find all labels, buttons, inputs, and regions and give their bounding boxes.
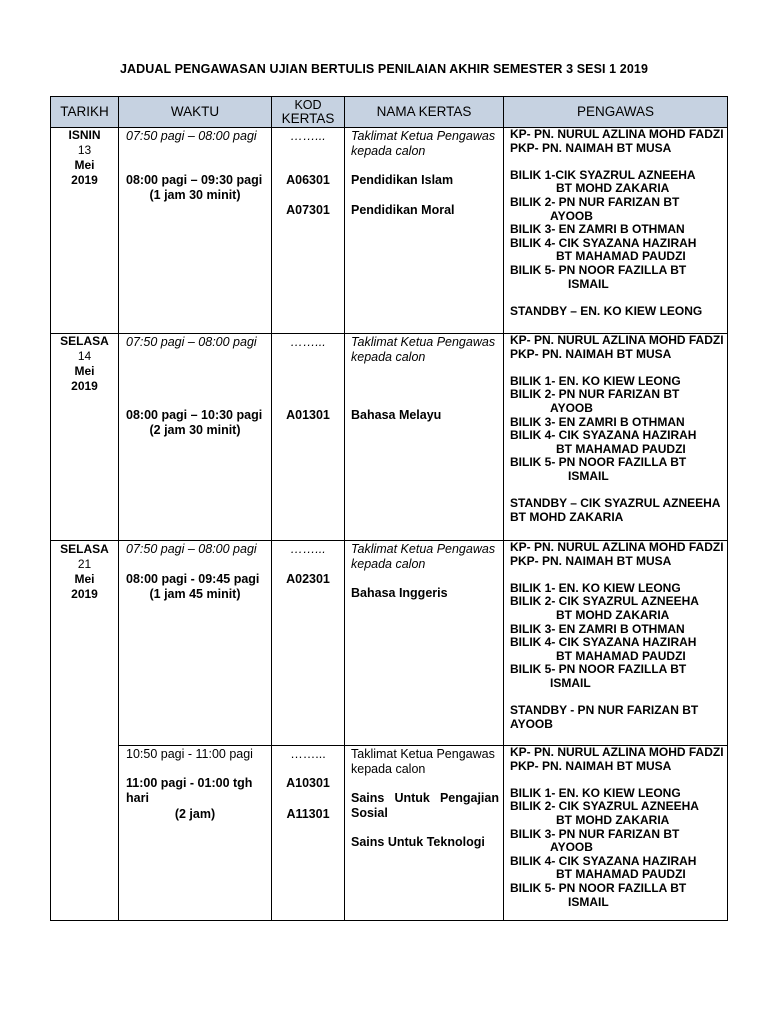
date-dd: 14 [77,349,92,363]
pengawas-line: BILIK 2- CIK SYAZRUL AZNEEHA [510,594,699,609]
pengawas-line: BILIK 5- PN NOOR FAZILLA BT [510,880,687,895]
pengawas-line: BILIK 1- EN. KO KIEW LEONG [510,785,681,800]
pengawas-line: STANDBY – CIK SYAZRUL AZNEEHA [510,496,721,511]
briefing-code: ……... [290,747,326,761]
date-dd: 21 [77,557,92,571]
pengawas-line: STANDBY - PN NUR FARIZAN BT [510,703,699,718]
pengawas-line: ISMAIL [568,276,609,291]
kod-cell [272,334,345,541]
date-month: Mei [74,158,95,172]
header-waktu: WAKTU [119,97,272,128]
table-row [51,128,728,334]
waktu-cell [119,541,272,746]
header-kod-line2: KERTAS [281,110,335,126]
briefing-code: ……... [290,335,326,349]
pengawas-line: AYOOB [550,400,593,415]
header-row [51,97,728,128]
pengawas-line: PKP- PN. NAIMAH BT MUSA [510,553,672,568]
waktu-cell [119,334,272,541]
pengawas-line: BILIK 3- EN ZAMRI B OTHMAN [510,222,685,237]
waktu-cell [119,128,272,334]
pengawas-line: BT MOHD ZAKARIA [556,181,670,196]
waktu-cell [119,746,272,921]
pengawas-line: BILIK 3- EN ZAMRI B OTHMAN [510,621,685,636]
date-month: Mei [74,364,95,378]
briefing-name-2: kepada calon [351,350,426,364]
briefing-name: Taklimat Ketua Pengawas [351,747,495,761]
header-kod-kertas [272,97,345,128]
date-year: 2019 [71,173,98,187]
pengawas-line: AYOOB [510,716,553,731]
pengawas-line: STANDBY – EN. KO KIEW LEONG [510,303,703,318]
pengawas-line: BILIK 5- PN NOOR FAZILLA BT [510,662,687,677]
pengawas-spacer [510,361,727,375]
pengawas-line: BILIK 1- EN. KO KIEW LEONG [510,373,681,388]
date-day: ISNIN [68,128,101,142]
pengawas-spacer [510,568,727,582]
date-year: 2019 [71,587,98,601]
pengawas-line: PKP- PN. NAIMAH BT MUSA [510,758,672,773]
schedule-table [50,96,728,921]
date-cell [51,128,119,334]
paper-name: Sains Untuk Pengajian [351,791,499,805]
pengawas-line: BT MOHD ZAKARIA [556,607,670,622]
table-row [51,334,728,541]
date-year: 2019 [71,379,98,393]
exam-time: 11:00 pagi - 01:00 tgh [126,776,253,790]
pengawas-line: BILIK 5- PN NOOR FAZILLA BT [510,455,687,470]
date-dd: 13 [77,143,92,157]
exam-duration: (2 jam) [174,807,216,821]
pengawas-line: BT MAHAMAD PAUDZI [556,648,686,663]
exam-time: 08:00 pagi – 10:30 pagi [126,408,263,422]
exam-duration: (1 jam 30 minit) [149,188,241,202]
header-kod-line1: KOD [294,97,322,112]
kod-cell [272,746,345,921]
pengawas-line: BILIK 2- PN NUR FARIZAN BT [510,387,680,402]
pengawas-spacer [510,291,727,305]
pengawas-line: BILIK 4- CIK SYAZANA HAZIRAH [510,853,697,868]
header-nama-kertas: NAMA KERTAS [345,97,504,128]
pengawas-line: BILIK 5- PN NOOR FAZILLA BT [510,262,687,277]
paper-name: Pendidikan Islam [351,173,454,187]
briefing-time: 07:50 pagi – 08:00 pagi [126,542,257,556]
paper-name: Bahasa Melayu [351,408,442,422]
header-tarikh: TARIKH [51,97,119,128]
briefing-time: 07:50 pagi – 08:00 pagi [126,129,257,143]
pengawas-spacer [510,484,727,498]
paper-name-wrap [345,791,503,806]
paper-code: A11301 [286,807,330,821]
pengawas-line: ISMAIL [550,675,591,690]
pengawas-line: BILIK 3- EN ZAMRI B OTHMAN [510,414,685,429]
briefing-time: 10:50 pagi - 11:00 pagi [126,747,253,761]
briefing-time: 07:50 pagi – 08:00 pagi [126,335,257,349]
paper-name: Pendidikan Moral [351,203,455,217]
pengawas-line: ISMAIL [568,468,609,483]
exam-time: 08:00 pagi – 09:30 pagi [126,173,263,187]
briefing-name: Taklimat Ketua Pengawas [351,129,496,143]
pengawas-line: BILIK 4- CIK SYAZANA HAZIRAH [510,235,697,250]
nama-cell [345,128,504,334]
page-title: JADUAL PENGAWASAN UJIAN BERTULIS PENILAIAN AKHIR SEMESTER 3 SESI 1 2019 [119,62,649,76]
nama-cell [345,334,504,541]
briefing-name: Taklimat Ketua Pengawas [351,542,496,556]
briefing-name-2: kepada calon [351,144,426,158]
pengawas-line: BT MOHD ZAKARIA [510,509,624,524]
pengawas-line: BT MAHAMAD PAUDZI [556,441,686,456]
paper-name: Sains Untuk Teknologi [351,835,485,849]
pengawas-line: KP- PN. NURUL AZLINA MOHD FADZI [510,333,724,347]
header-pengawas: PENGAWAS [504,97,728,128]
pengawas-line: ISMAIL [568,894,609,909]
nama-cell [345,746,504,921]
table-row [51,746,728,921]
paper-code: A07301 [286,203,330,217]
pengawas-line: PKP- PN. NAIMAH BT MUSA [510,140,672,155]
pengawas-line: BILIK 4- CIK SYAZANA HAZIRAH [510,428,697,443]
pengawas-line: BILIK 2- CIK SYAZRUL AZNEEHA [510,799,699,814]
date-month: Mei [74,572,95,586]
pengawas-line: BT MOHD ZAKARIA [556,812,670,827]
pengawas-cell [504,128,728,334]
paper-code: A10301 [286,776,330,790]
briefing-name-2: kepada calon [351,557,426,571]
pengawas-cell [504,334,728,541]
pengawas-line: BILIK 4- CIK SYAZANA HAZIRAH [510,635,697,650]
pengawas-line: BILIK 2- PN NUR FARIZAN BT [510,194,680,209]
paper-code: A02301 [286,572,330,586]
briefing-name-2: kepada calon [351,762,426,776]
date-day: SELASA [60,542,109,556]
pengawas-line: KP- PN. NURUL AZLINA MOHD FADZI [510,745,724,759]
pengawas-line: BT MAHAMAD PAUDZI [556,249,686,264]
briefing-name: Taklimat Ketua Pengawas [351,335,496,349]
date-cell [51,334,119,541]
paper-code: A06301 [286,173,330,187]
pengawas-line: KP- PN. NURUL AZLINA MOHD FADZI [510,540,724,554]
date-cell [51,541,119,921]
kod-cell [272,128,345,334]
pengawas-line: AYOOB [550,208,593,223]
pengawas-line: BILIK 1-CIK SYAZRUL AZNEEHA [510,167,696,182]
kod-cell [272,541,345,746]
pengawas-line: PKP- PN. NAIMAH BT MUSA [510,346,672,361]
nama-cell [345,541,504,746]
exam-duration: (1 jam 45 minit) [149,587,241,601]
pengawas-line: BILIK 1- EN. KO KIEW LEONG [510,580,681,595]
pengawas-line: BILIK 3- PN NUR FARIZAN BT [510,826,680,841]
table-row [51,541,728,746]
pengawas-spacer [510,155,727,169]
exam-time-2: hari [126,791,149,805]
paper-code: A01301 [286,408,330,422]
date-day: SELASA [60,334,109,348]
pengawas-line: AYOOB [550,840,593,855]
pengawas-cell [504,746,728,921]
exam-time: 08:00 pagi - 09:45 pagi [126,572,260,586]
pengawas-line: KP- PN. NURUL AZLINA MOHD FADZI [510,127,724,141]
briefing-code: ……... [290,542,326,556]
pengawas-line: BT MAHAMAD PAUDZI [556,867,686,882]
paper-name-2: Sosial [351,806,388,820]
pengawas-spacer [510,773,727,787]
paper-name: Bahasa Inggeris [351,586,448,600]
pengawas-cell [504,541,728,746]
briefing-code: ……... [290,129,326,143]
pengawas-spacer [510,691,727,705]
exam-duration: (2 jam 30 minit) [149,423,241,437]
